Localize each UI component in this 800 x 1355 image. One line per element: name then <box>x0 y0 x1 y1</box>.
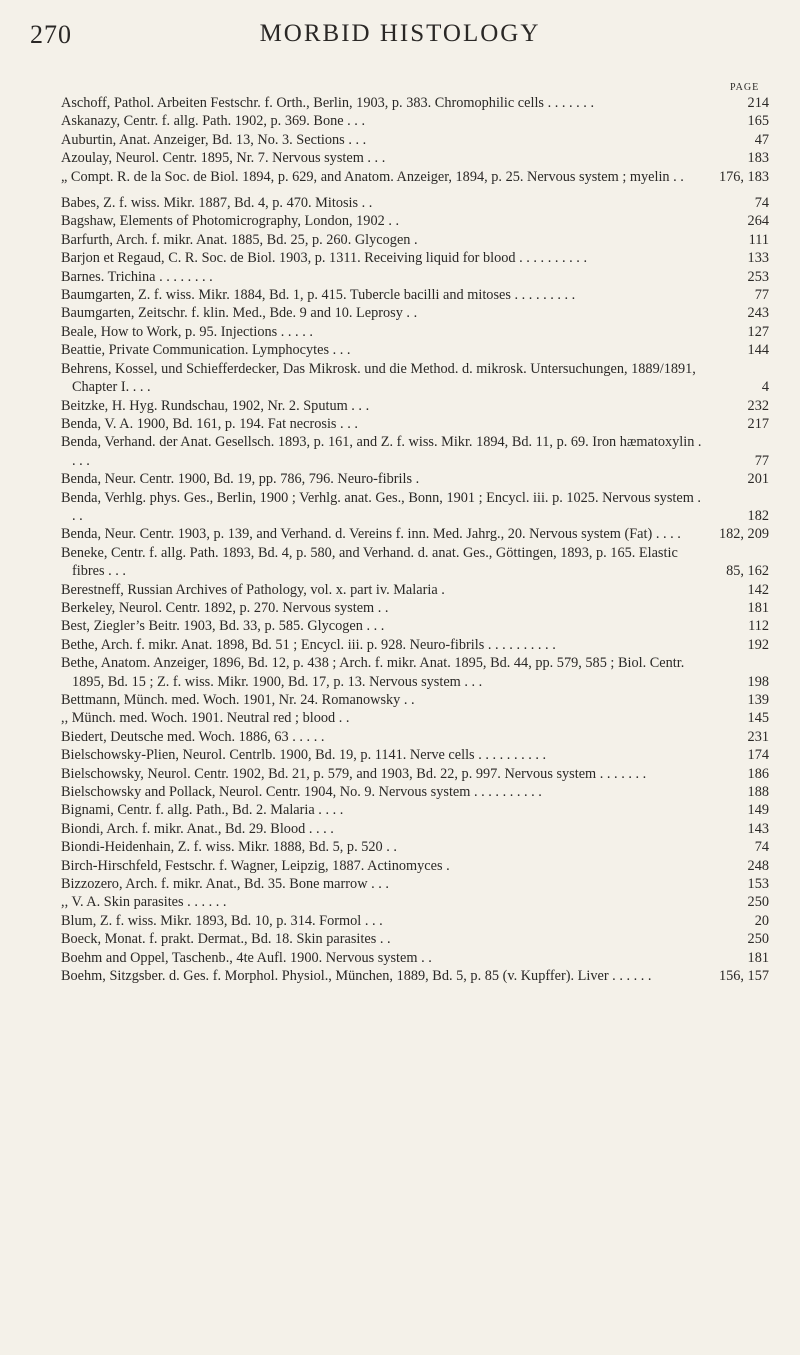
index-entry <box>61 268 769 286</box>
entry-page: 186 <box>747 765 769 782</box>
entry-reference: Auburtin, Anat. Anzeiger, Bd. 13, No. 3. Sections . . . <box>61 131 367 148</box>
index-entry <box>61 231 769 249</box>
index-entry <box>61 94 769 112</box>
entry-reference: Azoulay, Neurol. Centr. 1895, Nr. 7. Nervous system . . . <box>61 150 386 167</box>
index-entry <box>61 470 769 488</box>
entry-reference: Benda, Neur. Centr. 1903, p. 139, and Verhand. d. Vereins f. inn. Med. Jahrg., 20. Nervous system (Fat) . . . . <box>61 526 681 543</box>
entry-reference: Boehm and Oppel, Taschenb., 4te Aufl. 1900. Nervous system . . <box>61 949 432 966</box>
entry-page: 201 <box>747 471 769 488</box>
entry-page: 47 <box>754 131 769 148</box>
entry-page: 77 <box>754 287 769 304</box>
entry-page: 188 <box>747 784 769 801</box>
entry-page: 181 <box>747 599 769 616</box>
index-block <box>61 94 769 186</box>
entry-reference: Aschoff, Pathol. Arbeiten Festschr. f. Orth., Berlin, 1903, p. 383. Chromophilic cells . . . . . . . <box>61 95 595 111</box>
index-entry <box>61 728 769 746</box>
index-entry <box>61 783 769 801</box>
index-entry <box>61 415 769 433</box>
index-entry <box>61 168 769 186</box>
entry-page: 264 <box>747 213 769 230</box>
entry-page: 74 <box>754 195 769 212</box>
entry-reference: Berkeley, Neurol. Centr. 1892, p. 270. Nervous system . . <box>61 599 389 616</box>
entry-reference: Benda, Neur. Centr. 1900, Bd. 19, pp. 786, 796. Neuro-fibrils . <box>61 471 420 488</box>
entry-reference: Beitzke, H. Hyg. Rundschau, 1902, Nr. 2. Sputum . . . <box>61 397 370 414</box>
entry-reference: Biedert, Deutsche med. Woch. 1886, 63 . . . . . <box>61 728 325 745</box>
index-entry <box>61 544 769 581</box>
page-column-label: PAGE <box>730 82 760 93</box>
index-entry <box>61 397 769 415</box>
entry-reference: Bielschowsky and Pollack, Neurol. Centr. 1904, No. 9. Nervous system . . . . . . . . . . <box>61 784 542 801</box>
entry-reference: Baumgarten, Zeitschr. f. klin. Med., Bde. 9 and 10. Leprosy . . <box>61 305 418 322</box>
entry-reference: Biondi-Heidenhain, Z. f. wiss. Mikr. 1888, Bd. 5, p. 520 . . <box>61 839 397 856</box>
index-entry <box>61 433 769 470</box>
entry-reference: Behrens, Kossel, und Schiefferdecker, Das Mikrosk. und die Method. d. mikrosk. Untersuchungen, 1889/1891, Chapter I. . . . <box>61 360 696 396</box>
entry-reference: Bagshaw, Elements of Photomicrography, London, 1902 . . <box>61 213 400 230</box>
index-entry <box>61 341 769 359</box>
entry-page: 217 <box>747 415 769 432</box>
bibliography-index <box>61 94 769 986</box>
index-entry <box>61 636 769 654</box>
entry-reference: Bethe, Anatom. Anzeiger, 1896, Bd. 12, p. 438 ; Arch. f. mikr. Anat. 1895, Bd. 44, pp. 579, 585 ; Biol. Centr. 1895, Bd. 15 ; Z. f. wiss. Mikr. 1900, Bd. 17, p. 13. Nervous system . . . <box>61 655 685 690</box>
index-entry <box>61 691 769 709</box>
entry-page: 182, 209 <box>718 526 769 543</box>
index-entry <box>61 746 769 764</box>
entry-page: 74 <box>754 839 769 856</box>
index-entry <box>61 525 769 543</box>
entry-reference: Benda, Verhlg. phys. Ges., Berlin, 1900 ; Verhlg. anat. Ges., Bonn, 1901 ; Encycl. iii. p. 1025. Nervous system . . . <box>61 489 701 524</box>
entry-page: 153 <box>747 876 769 893</box>
index-entry <box>61 820 769 838</box>
entry-page: 133 <box>747 250 769 267</box>
index-entry <box>61 875 769 893</box>
entry-reference: Babes, Z. f. wiss. Mikr. 1887, Bd. 4, p. 470. Mitosis . . <box>61 195 373 212</box>
index-entry <box>61 654 769 691</box>
index-entry <box>61 949 769 967</box>
entry-page: 214 <box>747 95 769 111</box>
entry-reference: Best, Ziegler’s Beitr. 1903, Bd. 33, p. 585. Glycogen . . . <box>61 618 385 635</box>
entry-reference: Askanazy, Centr. f. allg. Path. 1902, p. 369. Bone . . . <box>61 113 366 130</box>
entry-page: 112 <box>748 618 769 635</box>
index-entry <box>61 194 769 212</box>
entry-reference: Berestneff, Russian Archives of Pathology, vol. x. part iv. Malaria . <box>61 581 445 598</box>
entry-page: 139 <box>747 692 769 708</box>
entry-page: 144 <box>747 342 769 359</box>
index-entry <box>61 599 769 617</box>
page-header <box>30 20 770 60</box>
entry-reference: Barfurth, Arch. f. mikr. Anat. 1885, Bd. 25, p. 260. Glycogen . <box>61 231 418 248</box>
entry-page: 165 <box>747 113 769 130</box>
entry-reference: Bielschowsky-Plien, Neurol. Centrlb. 1900, Bd. 19, p. 1141. Nerve cells . . . . . . . . . . <box>61 747 547 764</box>
index-entry <box>61 249 769 267</box>
index-entry <box>61 112 769 130</box>
index-entry <box>61 967 769 985</box>
entry-reference: „ Compt. R. de la Soc. de Biol. 1894, p. 629, and Anatom. Anzeiger, 1894, p. 25. Nervous system ; myelin . . <box>61 168 684 185</box>
entry-page: 111 <box>748 231 769 248</box>
entry-page: 149 <box>747 802 769 819</box>
entry-page: 174 <box>747 747 769 764</box>
entry-reference: Bizzozero, Arch. f. mikr. Anat., Bd. 35. Bone marrow . . . <box>61 876 389 893</box>
index-entry <box>61 709 769 727</box>
entry-reference: ,, V. A. Skin parasites . . . . . . <box>61 894 227 911</box>
entry-reference: ,, Münch. med. Woch. 1901. Neutral red ; blood . . <box>61 710 350 727</box>
index-entry <box>61 360 769 397</box>
index-block <box>61 194 769 985</box>
entry-page: 231 <box>747 728 769 745</box>
entry-page: 250 <box>747 894 769 911</box>
index-entry <box>61 323 769 341</box>
index-entry <box>61 212 769 230</box>
entry-reference: Beattie, Private Communication. Lymphocytes . . . <box>61 342 351 359</box>
running-title: MORBID HISTOLOGY <box>259 20 541 47</box>
entry-page: 182 <box>747 507 769 524</box>
entry-page: 156, 157 <box>718 968 769 985</box>
entry-reference: Benda, V. A. 1900, Bd. 161, p. 194. Fat necrosis . . . <box>61 415 358 432</box>
index-entry <box>61 912 769 930</box>
index-entry <box>61 930 769 948</box>
index-entry <box>61 617 769 635</box>
index-entry <box>61 149 769 167</box>
entry-page: 183 <box>747 150 769 167</box>
entry-reference: Boehm, Sitzgsber. d. Ges. f. Morphol. Physiol., München, 1889, Bd. 5, p. 85 (v. Kupffer). Liver . . . . . . <box>61 968 652 985</box>
entry-page: 243 <box>747 305 769 322</box>
entry-reference: Birch-Hirschfeld, Festschr. f. Wagner, Leipzig, 1887. Actinomyces . <box>61 857 450 874</box>
entry-page: 4 <box>761 379 769 396</box>
entry-page: 192 <box>747 636 769 653</box>
entry-page: 253 <box>747 268 769 285</box>
entry-page: 176, 183 <box>718 168 769 185</box>
index-entry <box>61 801 769 819</box>
entry-page: 248 <box>747 857 769 874</box>
entry-reference: Bethe, Arch. f. mikr. Anat. 1898, Bd. 51 ; Encycl. iii. p. 928. Neuro-fibrils . . . . . . . . . . <box>61 636 556 653</box>
entry-reference: Bielschowsky, Neurol. Centr. 1902, Bd. 21, p. 579, and 1903, Bd. 22, p. 997. Nervous system . . . . . . . <box>61 765 647 782</box>
entry-page: 127 <box>747 323 769 340</box>
entry-reference: Barjon et Regaud, C. R. Soc. de Biol. 1903, p. 1311. Receiving liquid for blood . . . . . . . . . . <box>61 250 588 267</box>
page-number: 270 <box>30 20 72 49</box>
entry-page: 145 <box>747 710 769 727</box>
entry-reference: Bignami, Centr. f. allg. Path., Bd. 2. Malaria . . . . <box>61 802 344 819</box>
index-entry <box>61 857 769 875</box>
entry-page: 181 <box>747 949 769 966</box>
entry-page: 20 <box>754 912 769 929</box>
index-entry <box>61 304 769 322</box>
entry-page: 232 <box>747 397 769 414</box>
entry-reference: Baumgarten, Z. f. wiss. Mikr. 1884, Bd. 1, p. 415. Tubercle bacilli and mitoses . . . . . . . . . <box>61 287 576 304</box>
entry-reference: Barnes. Trichina . . . . . . . . <box>61 268 213 285</box>
index-entry <box>61 131 769 149</box>
entry-page: 142 <box>747 581 769 598</box>
entry-page: 198 <box>747 673 769 690</box>
index-entry <box>61 838 769 856</box>
index-entry <box>61 581 769 599</box>
entry-page: 143 <box>747 820 769 837</box>
index-entry <box>61 893 769 911</box>
entry-page: 250 <box>747 931 769 948</box>
entry-page: 77 <box>754 452 769 469</box>
entry-reference: Biondi, Arch. f. mikr. Anat., Bd. 29. Blood . . . . <box>61 820 334 837</box>
entry-reference: Boeck, Monat. f. prakt. Dermat., Bd. 18. Skin parasites . . <box>61 931 391 948</box>
entry-reference: Benda, Verhand. der Anat. Gesellsch. 1893, p. 161, and Z. f. wiss. Mikr. 1894, Bd. 11, p. 69. Iron hæmatoxylin . . . . <box>61 434 702 469</box>
entry-reference: Blum, Z. f. wiss. Mikr. 1893, Bd. 10, p. 314. Formol . . . <box>61 912 383 929</box>
entry-reference: Bettmann, Münch. med. Woch. 1901, Nr. 24. Romanowsky . . <box>61 692 415 708</box>
entry-reference: Beneke, Centr. f. allg. Path. 1893, Bd. 4, p. 580, and Verhand. d. anat. Ges., Göttingen, 1893, p. 165. Elastic fibres . . . <box>61 544 678 580</box>
entry-page: 85, 162 <box>726 563 769 580</box>
entry-reference: Beale, How to Work, p. 95. Injections . . . . . <box>61 323 313 340</box>
index-entry <box>61 489 769 526</box>
index-entry <box>61 286 769 304</box>
index-entry <box>61 765 769 783</box>
